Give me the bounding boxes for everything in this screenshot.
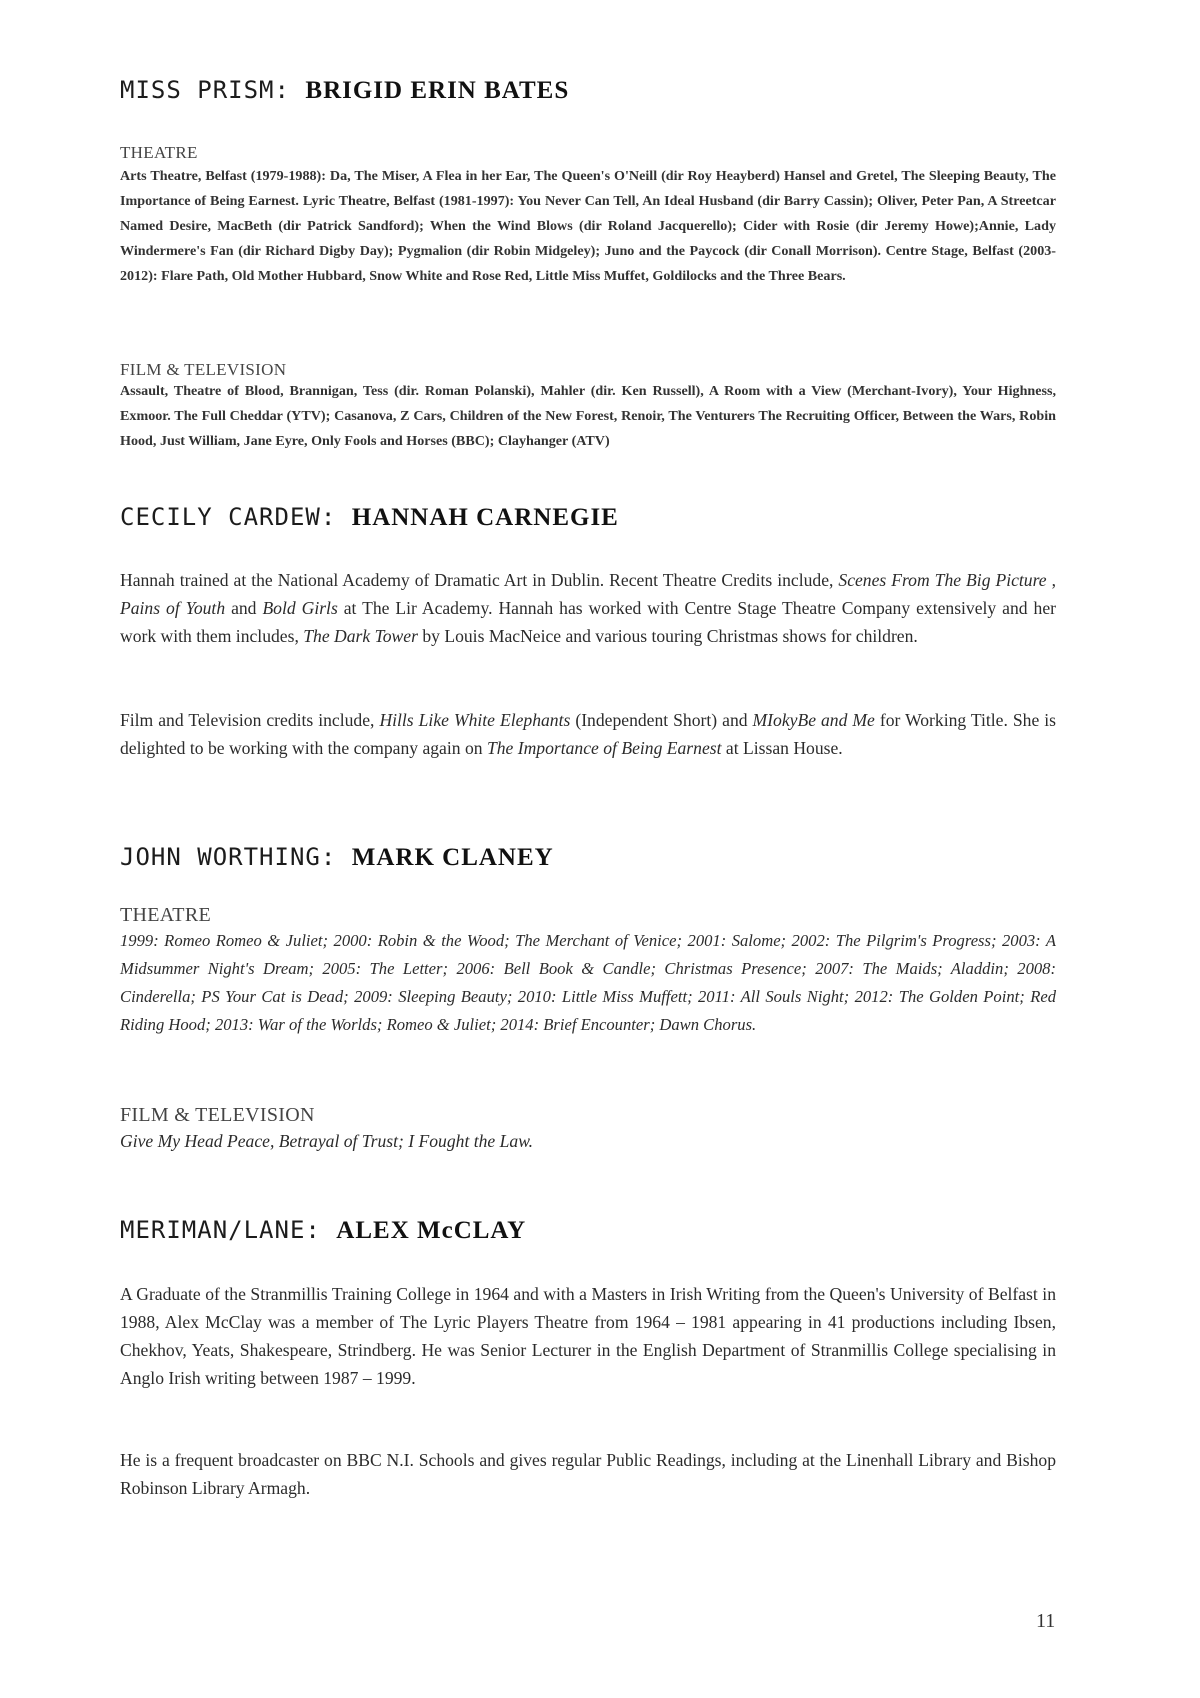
film-tv-label: FILM & TELEVISION [120,360,287,379]
film-tv-label: FILM & TELEVISION [120,1104,315,1126]
bio-title: Scenes From The Big Picture [838,570,1047,590]
page-number: 11 [1036,1610,1056,1632]
bio-paragraph-theatre [120,566,1056,650]
bio-text: by Louis MacNeice and various touring Christmas shows for children. [417,626,918,646]
actor-name: HANNAH CARNEGIE [351,504,619,531]
actor-name: BRIGID ERIN BATES [305,77,570,104]
bio-text: Film and Television credits include, [120,710,380,730]
section-heading-john-worthing [120,845,554,870]
heading-colon: : [274,76,306,104]
bio-paragraph-broadcast: He is a frequent broadcaster on BBC N.I. Schools and gives regular Public Readings, including at the Linenhall Library and Bishop Robinson Library Armagh. [120,1450,1056,1498]
heading-colon: : [320,843,352,871]
bio-text: at The Lir Academy. Hannah has worked with Centre Stage Theatre Company extensively and her work with them includes, [120,598,1056,646]
theatre-label: THEATRE [120,904,211,926]
bio-title: The Dark Tower [303,626,418,646]
bio-title: MIokyBe and Me [752,710,875,730]
actor-name: ALEX McCLAY [336,1217,527,1244]
bio-title: The Importance of Being Earnest [486,738,722,758]
bio-text: at Lissan House. [721,738,843,758]
bio-title: Bold Girls [262,598,338,618]
heading-colon: : [320,503,352,531]
role-name: JOHN WORTHING [120,843,321,871]
theatre-credits: Arts Theatre, Belfast (1979-1988): Da, The Miser, A Flea in her Ear, The Queen's O'Neill (dir Roy Heayberd) Hansel and Gretel, The Sleeping Beauty, The Importance of Being Earnest. Lyric Theatre, Belfast (1981-1997): You Never Can Tell, An Ideal Husband (dir Barry Cassin); Oliver, Peter Pan, A Streetcar Named Desire, MacBeth (dir Patrick Sandford); When the Wind Blows (dir Roland Jacquerello); Cider with Rosie (dir Jeremy Howe);Annie, Lady Windermere's Fan (dir Richard Digby Day); Pygmalion (dir Robin Midgeley); Juno and the Paycock (dir Conall Morrison). Centre Stage, Belfast (2003-2012): Flare Path, Old Mother Hubbard, Snow White and Rose Red, Little Miss Muffet, Goldilocks and the Three Bears. [120,168,1056,284]
bio-text: for Working Title. She is delighted to be working with the company again on [120,710,1056,758]
role-name: CECILY CARDEW [120,503,321,531]
bio-text: , [1046,570,1056,590]
bio-text: and [225,598,263,618]
film-tv-credits: Assault, Theatre of Blood, Brannigan, Tess (dir. Roman Polanski), Mahler (dir. Ken Russell), A Room with a View (Merchant-Ivory), Your Highness, Exmoor. The Full Cheddar (YTV); Casanova, Z Cars, Children of the New Forest, Renoir, The Venturers The Recruiting Officer, Between the Wars, Robin Hood, Just William, Jane Eyre, Only Fools and Horses (BBC); Clayhanger (ATV) [120,383,1056,449]
bio-title: Hills Like White Elephants [379,710,571,730]
actor-name: MARK CLANEY [351,844,554,871]
role-name: MISS PRISM [120,76,275,104]
bio-title: Pains of Youth [120,598,226,618]
bio-paragraph-film [120,706,1056,762]
theatre-credits: 1999: Romeo Romeo & Juliet; 2000: Robin & the Wood; The Merchant of Venice; 2001: Salome; 2002: The Pilgrim's Progress; 2003: A Midsummer Night's Dream; 2005: The Letter; 2006: Bell Book & Candle; Christmas Presence; 2007: The Maids; Aladdin; 2008: Cinderella; PS Your Cat is Dead; 2009: Sleeping Beauty; 2010: Little Miss Muffett; 2011: All Souls Night; 2012: The Golden Point; Red Riding Hood; 2013: War of the Worlds; Romeo & Juliet; 2014: Brief Encounter; Dawn Chorus. [120,931,1056,1034]
bio-text: Hannah trained at the National Academy of Dramatic Art in Dublin. Recent Theatre Credits include, [120,570,839,590]
section-heading-cecily-cardew [120,505,619,530]
section-heading-miss-prism [120,78,569,103]
bio-paragraph-career: A Graduate of the Stranmillis Training College in 1964 and with a Masters in Irish Writing from the Queen's University of Belfast in 1988, Alex McClay was a member of The Lyric Players Theatre from 1964 – 1981 appearing in 41 productions including Ibsen, Chekhov, Yeats, Shakespeare, Strindberg. He was Senior Lecturer in the English Department of Stranmillis College specialising in Anglo Irish writing between 1987 – 1999. [120,1284,1056,1388]
heading-colon: : [305,1216,337,1244]
section-heading-meriman-lane [120,1218,526,1243]
role-name: MERIMAN/LANE [120,1216,306,1244]
film-tv-credits: Give My Head Peace, Betrayal of Trust; I Fought the Law. [120,1131,534,1151]
theatre-label: THEATRE [120,143,198,162]
bio-text: (Independent Short) and [570,710,753,730]
